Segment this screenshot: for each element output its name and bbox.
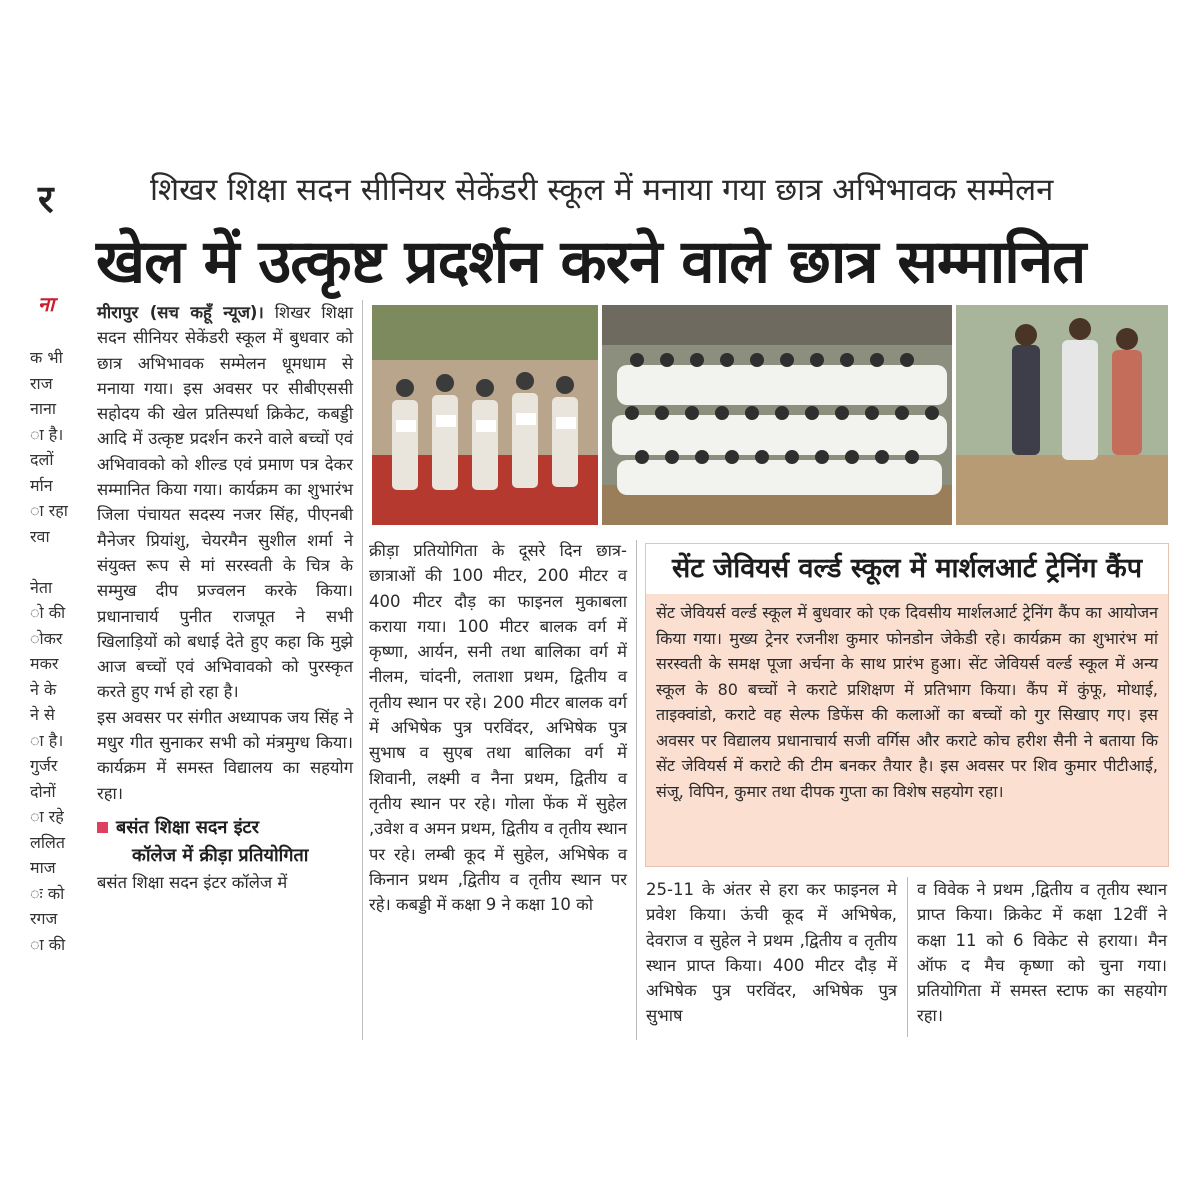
clipped-line: ः को <box>30 883 65 903</box>
article-paragraph-2: इस अवसर पर संगीत अध्यापक जय सिंह ने मधुर गीत सुनाकर सभी को मंत्रमुग्ध किया। कार्यक्रम में समस्त विद्यालय का सहयोग रहा। <box>97 707 353 803</box>
clipped-line: क भी <box>30 348 63 367</box>
clipped-line: दोनों <box>30 781 56 801</box>
column-divider <box>362 300 363 1040</box>
article-column-2: क्रीड़ा प्रतियोगिता के दूसरे दिन छात्र-छात्राओं की 100 मीटर, 200 मीटर व 400 मीटर दौड़ का फाइनल मुकाबला कराया गया। 100 मीटर बालक वर्ग में कृष्णा, आर्यन, सनी तथा बालिका वर्ग में नीलम, चांदनी, लताशा प्रथम, द्वितीय व तृतीय स्थान पर रहे। 200 मीटर बालक वर्ग में अभिषेक पुत्र परविंदर, अभिषेक पुत्र सुभाष व सुएब तथा बालिका वर्ग में शिवानी, लक्ष्मी व नैना प्रथम, द्वितीय व तृतीय स्थान पर रहे। गोला फेंक में सुहेल ,उवेश व अमन प्रथम, द्वितीय व तृतीय स्थान पर रहे। लम्बी कूद में सुहेल, अभिषेक व किनान प्रथम ,द्वितीय व तृतीय स्थान पर रहे। कबड्डी में कक्षा 9 ने कक्षा 10 को <box>369 541 627 915</box>
column-divider <box>907 877 908 1037</box>
clipped-line: ा है। <box>30 730 64 750</box>
article-paragraph-3: बसंत शिक्षा सदन इंटर कॉलेज में <box>97 872 288 892</box>
clipped-line: ा रहा <box>30 501 68 520</box>
photo-martial-arts-group <box>602 305 952 525</box>
photo-award-students <box>372 305 598 525</box>
photo-kabaddi-players <box>956 305 1168 525</box>
kicker-headline: शिखर शिक्षा सदन सीनियर सेकेंडरी स्कूल में मनाया गया छात्र अभिभावक सम्मेलन <box>150 172 1054 208</box>
clipped-left-column <box>30 345 78 957</box>
clipped-line: र्मान <box>30 475 53 495</box>
boxed-story <box>645 543 1169 867</box>
paragraph-text: शिखर शिक्षा सदन सीनियर सेकेंडरी स्कूल में बुधवार को छात्र अभिभावक सम्मेलन धूमधाम से मनाया गया। इस अवसर पर सीबीएससी सहोदय की खेल प्रतिस्पर्धा क्रिकेट, कबड्डी आदि में उत्कृष्ट प्रदर्शन करने वाले बच्चों एवं अभिवावको को शील्ड एवं प्रमाण पत्र देकर सम्मानित किया गया। कार्यक्रम का शुभारंभ जिला पंचायत सदस्य नजर सिंह, पीएनबी मैनेजर प्रियांशु, चेयरमैन सुशील शर्मा ने संयुक्त रूप से मां सरस्वती के चित्र के सम्मुख दीप प्रज्वलन करके किया। प्रधानाचार्य पुनीत राजपूत ने सभी खिलाड़ियों को बधाई देते हुए कहा कि मुझे आज बच्चों एवं अभिवावको को पुरस्कृत करते हुए गर्भ हो रहा है। <box>97 303 353 702</box>
article-column-4: व विवेक ने प्रथम ,द्वितीय व तृतीय स्थान प्राप्त किया। क्रिकेट में कक्षा 12वीं ने कक्षा 11 को 6 विकेट से हराया। मैन ऑफ द मैच कृष्णा को चुना गया। प्रतियोगिता में समस्त स्टाफ का सहयोग रहा। <box>917 880 1167 1026</box>
clipped-red-label: ना <box>38 292 55 316</box>
clipped-line: रगज <box>30 909 58 928</box>
subheading-line-1 <box>97 814 353 842</box>
clipped-line: ा रहे <box>30 807 64 826</box>
main-headline: खेल में उत्कृष्ट प्रदर्शन करने वाले छात्र सम्मानित <box>96 227 1086 297</box>
event-photos <box>372 305 1168 525</box>
clipped-line: नेता <box>30 577 53 597</box>
article-paragraph-1 <box>97 300 353 705</box>
article-column-3: 25-11 के अंतर से हरा कर फाइनल मे प्रवेश किया। ऊंची कूद में अभिषेक, देवराज व सुहेल ने प्रथम ,द्वितीय व तृतीय स्थान प्राप्त किया। 400 मीटर दौड़ में अभिषेक पुत्र परविंदर, अभिषेक पुत्र सुभाष <box>646 880 897 1026</box>
clipped-line: मकर <box>30 654 59 673</box>
dateline: मीरापुर (सच कहूँ न्यूज)। <box>97 303 264 322</box>
clipped-line: गुर्जर <box>30 756 58 775</box>
clipped-line: ललित <box>30 832 65 852</box>
clipped-line <box>30 549 78 575</box>
bullet-square-icon <box>97 822 108 833</box>
clipped-line: ा की <box>30 934 66 954</box>
boxed-story-body: सेंट जेवियर्स वर्ल्ड स्कूल में बुधवार को एक दिवसीय मार्शलआर्ट ट्रेनिंग कैंप का आयोजन किया गया। मुख्य ट्रेनर रजनीश कुमार फोनडोन जेकेडी रहे। कार्यक्रम का शुभारंभ मां सरस्वती के समक्ष पूजा अर्चना के साथ प्रारंभ हुआ। सेंट जेवियर्स वर्ल्ड स्कूल में अन्य स्कूल के 80 बच्चों ने कराटे प्रशिक्षण में प्रतिभाग किया। कैंप में कुंफू, मोथाई, ताइक्वांडो, कराटे वह सेल्फ डिफेंस की कलाओं का बच्चों को गुर सिखाए गए। इस अवसर पर विद्यालय प्रधानाचार्य सजी वर्गिस और कराटे कोच हरीश सैनी ने बताया कि सेंट जेवियर्स में कराटे की टीम बनकर तैयार है। इस अवसर पर शिव कुमार पीटीआई, संजू, विपिन, कुमार तथा दीपक गुप्ता का विशेष सहयोग रहा। <box>656 603 1158 801</box>
clipped-line: ने के <box>30 679 57 699</box>
clipped-line: ो की <box>30 603 66 622</box>
clipped-line: ोकर <box>30 628 63 648</box>
article-column-1 <box>97 300 353 895</box>
clipped-line: ा है। <box>30 424 64 444</box>
column-divider <box>636 540 637 1040</box>
clipped-line: रवा <box>30 526 50 546</box>
boxed-story-heading: सेंट जेवियर्स वर्ल्ड स्कूल में मार्शलआर्ट ट्रेनिंग कैंप <box>646 544 1168 594</box>
clipped-line: नाना <box>30 399 57 418</box>
clipped-line: माज <box>30 858 56 877</box>
subheading-text: बसंत शिक्षा सदन इंटर <box>116 816 259 838</box>
clipped-line: ने से <box>30 705 55 724</box>
subheading-line-2: कॉलेज में क्रीड़ा प्रतियोगिता <box>132 844 309 866</box>
clipped-line: दलों <box>30 450 54 469</box>
clipped-heading-fragment: र <box>38 177 54 221</box>
clipped-line: राज <box>30 373 53 393</box>
